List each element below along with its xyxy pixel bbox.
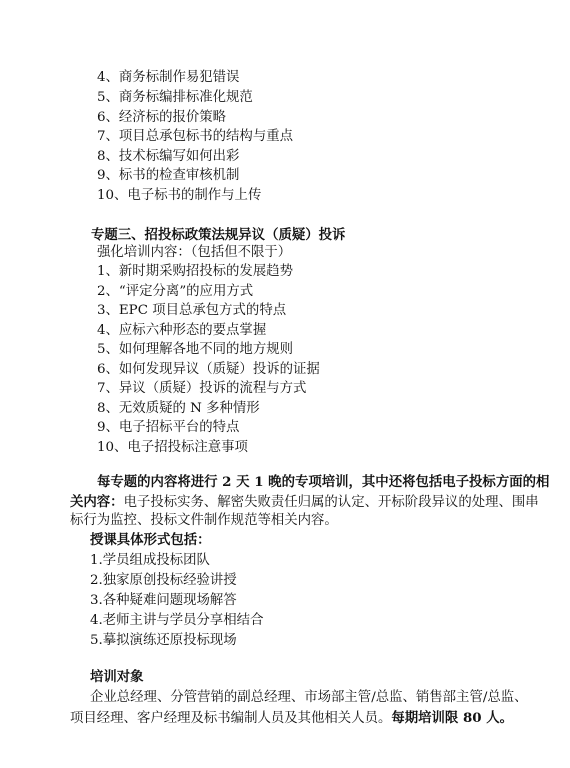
list-item: 10、电子招投标注意事项 [97, 440, 248, 455]
list-item: 5.摹拟演练还原投标现场 [90, 633, 237, 648]
list-item: 1.学员组成投标团队 [90, 553, 210, 568]
audience-line-2-text: 项目经理、客户经理及标书编制人员及其他相关人员。 [70, 711, 392, 726]
summary-line-2 [70, 493, 539, 512]
list-item: 6、如何发现异议（质疑）投诉的证据 [97, 362, 320, 377]
summary-line-2-lead: 关内容： [70, 494, 124, 510]
summary-line-1: 每专题的内容将进行 2 天 1 晚的专项培训，其中还将包括电子投标方面的相 [97, 474, 550, 490]
format-title: 授课具体形式包括： [90, 532, 211, 548]
list-item: 5、商务标编排标准化规范 [97, 90, 253, 105]
list-item: 4.老师主讲与学员分享相结合 [90, 613, 264, 628]
list-item: 4、应标六种形态的要点掌握 [97, 323, 267, 338]
list-item: 8、技术标编写如何出彩 [97, 149, 240, 164]
list-item: 7、项目总承包标书的结构与重点 [97, 129, 293, 144]
audience-limit: 每期培训限 80 人。 [391, 710, 514, 726]
list-item: 3.各种疑难问题现场解答 [90, 593, 237, 608]
section-title: 专题三、招投标政策法规异议（质疑）投诉 [91, 227, 346, 243]
list-item: 7、异议（质疑）投诉的流程与方式 [97, 381, 307, 396]
audience-line-2 [70, 709, 513, 728]
list-item: 9、标书的检查审核机制 [97, 168, 240, 183]
list-item: 3、EPC 项目总承包方式的特点 [97, 303, 287, 318]
list-item: 6、经济标的报价策略 [97, 110, 227, 125]
list-item: 2、“评定分离”的应用方式 [97, 284, 254, 299]
audience-line-1: 企业总经理、分管营销的副总经理、市场部主管/总监、销售部主管/总监、 [90, 690, 528, 705]
summary-line-3: 标行为监控、投标文件制作规范等相关内容。 [70, 513, 338, 528]
section-intro: 强化培训内容：（包括但不限于） [97, 245, 292, 260]
list-item: 10、电子标书的制作与上传 [97, 188, 262, 203]
audience-title: 培训对象 [90, 669, 144, 685]
summary-line-2-rest: 电子投标实务、解密失败责任归属的认定、开标阶段异议的处理、围串 [123, 495, 539, 510]
list-item: 2.独家原创投标经验讲授 [90, 573, 237, 588]
list-item: 5、如何理解各地不同的地方规则 [97, 342, 293, 357]
list-item: 8、无效质疑的 N 多种情形 [97, 401, 260, 416]
list-item: 4、商务标制作易犯错误 [97, 70, 240, 85]
list-item: 1、新时期采购招投标的发展趋势 [97, 264, 293, 279]
list-item: 9、电子招标平台的特点 [97, 420, 240, 435]
